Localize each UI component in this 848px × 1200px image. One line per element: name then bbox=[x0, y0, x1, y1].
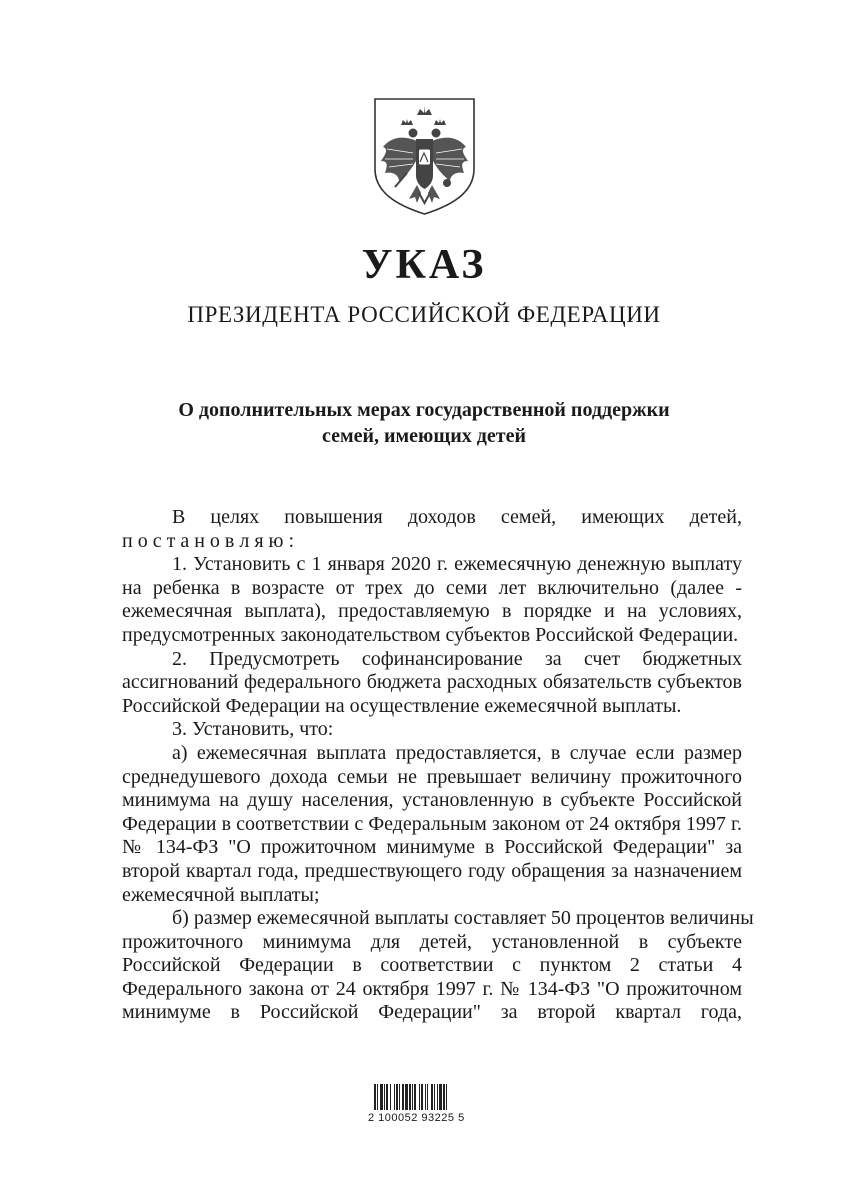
barcode-icon bbox=[368, 1078, 508, 1112]
barcode-bar bbox=[390, 1084, 391, 1110]
body-line: предусмотренных законодательством субъектов Российской Федерации. bbox=[122, 623, 739, 646]
body-line: 1. Установить с 1 января 2020 г. ежемесячную денежную выплату bbox=[172, 553, 742, 576]
body-line: ассигнований федерального бюджета расходных обязательств субъектов bbox=[122, 671, 742, 694]
body-line: п о с т а н о в л я ю : bbox=[122, 529, 295, 552]
document-subtitle: ПРЕЗИДЕНТА РОССИЙСКОЙ ФЕДЕРАЦИИ bbox=[187, 302, 661, 327]
barcode-bar bbox=[394, 1084, 395, 1110]
body-line: 3. Установить, что: bbox=[172, 718, 334, 741]
barcode-bar bbox=[437, 1084, 438, 1110]
body-line: Российской Федерации в соответствии с пунктом 2 статьи 4 bbox=[122, 954, 742, 977]
body-line: ежемесячная выплата), предоставляемую в порядке и на условиях, bbox=[122, 600, 742, 623]
barcode-bar bbox=[412, 1084, 413, 1110]
barcode-bar bbox=[409, 1084, 411, 1110]
barcode-bar bbox=[431, 1084, 433, 1110]
barcode bbox=[368, 1078, 508, 1128]
barcode-bar bbox=[380, 1084, 383, 1110]
barcode-bar bbox=[425, 1084, 426, 1110]
barcode-number: 2 100052 93225 5 bbox=[368, 1112, 465, 1124]
barcode-bar bbox=[414, 1084, 416, 1110]
barcode-bar bbox=[399, 1084, 400, 1110]
body-line: среднедушевого дохода семьи не превышает величину прожиточного bbox=[122, 765, 742, 788]
body-line: а) ежемесячная выплата предоставляется, в случае если размер bbox=[172, 741, 742, 764]
decree-body bbox=[122, 506, 754, 1025]
barcode-bar bbox=[434, 1084, 435, 1110]
body-line: Федерального закона от 24 октября 1997 г. № 134-ФЗ "О прожиточном bbox=[122, 977, 742, 1000]
barcode-bar bbox=[446, 1084, 447, 1110]
body-line: № 134-ФЗ "О прожиточном минимуме в Российской Федерации" за bbox=[122, 836, 742, 859]
barcode-bar bbox=[419, 1084, 420, 1110]
body-line: прожиточного минимума для детей, установленной в субъекте bbox=[122, 930, 742, 953]
body-line: минимуме в Российской Федерации" за второй квартал года, bbox=[122, 1001, 742, 1024]
document-title: УКАЗ bbox=[361, 242, 487, 288]
heading-line: семей, имеющих детей bbox=[322, 425, 526, 447]
barcode-bar bbox=[421, 1084, 423, 1110]
body-line: минимума на душу населения, установленную в субъекте Российской bbox=[122, 789, 742, 812]
body-line: В целях повышения доходов семей, имеющих детей, bbox=[172, 506, 742, 528]
coat-of-arms-icon bbox=[373, 97, 476, 216]
barcode-bar bbox=[396, 1084, 398, 1110]
body-line: второй квартал года, предшествующего году обращения за назначением bbox=[122, 859, 742, 882]
body-line: на ребенка в возрасте от трех до семи лет включительно (далее - bbox=[122, 576, 742, 599]
decree-heading bbox=[0, 397, 848, 449]
body-line: 2. Предусмотреть софинансирование за счет бюджетных bbox=[172, 647, 742, 670]
barcode-bar bbox=[439, 1084, 442, 1110]
body-line: б) размер ежемесячной выплаты составляет 50 процентов величины bbox=[172, 907, 754, 930]
barcode-bar bbox=[384, 1084, 385, 1110]
barcode-bar bbox=[377, 1084, 378, 1110]
body-line: Федерации в соответствии с Федеральным законом от 24 октября 1997 г. bbox=[122, 812, 742, 835]
barcode-bar bbox=[443, 1084, 445, 1110]
body-line: ежемесячной выплаты; bbox=[122, 883, 320, 906]
barcode-bar bbox=[405, 1084, 408, 1110]
barcode-bar bbox=[374, 1084, 376, 1110]
heading-line: О дополнительных мерах государственной поддержки bbox=[178, 399, 670, 421]
barcode-bar bbox=[386, 1084, 388, 1110]
barcode-bar bbox=[427, 1084, 428, 1110]
body-line: Российской Федерации на осуществление ежемесячной выплаты. bbox=[122, 694, 682, 717]
barcode-bar bbox=[402, 1084, 404, 1110]
